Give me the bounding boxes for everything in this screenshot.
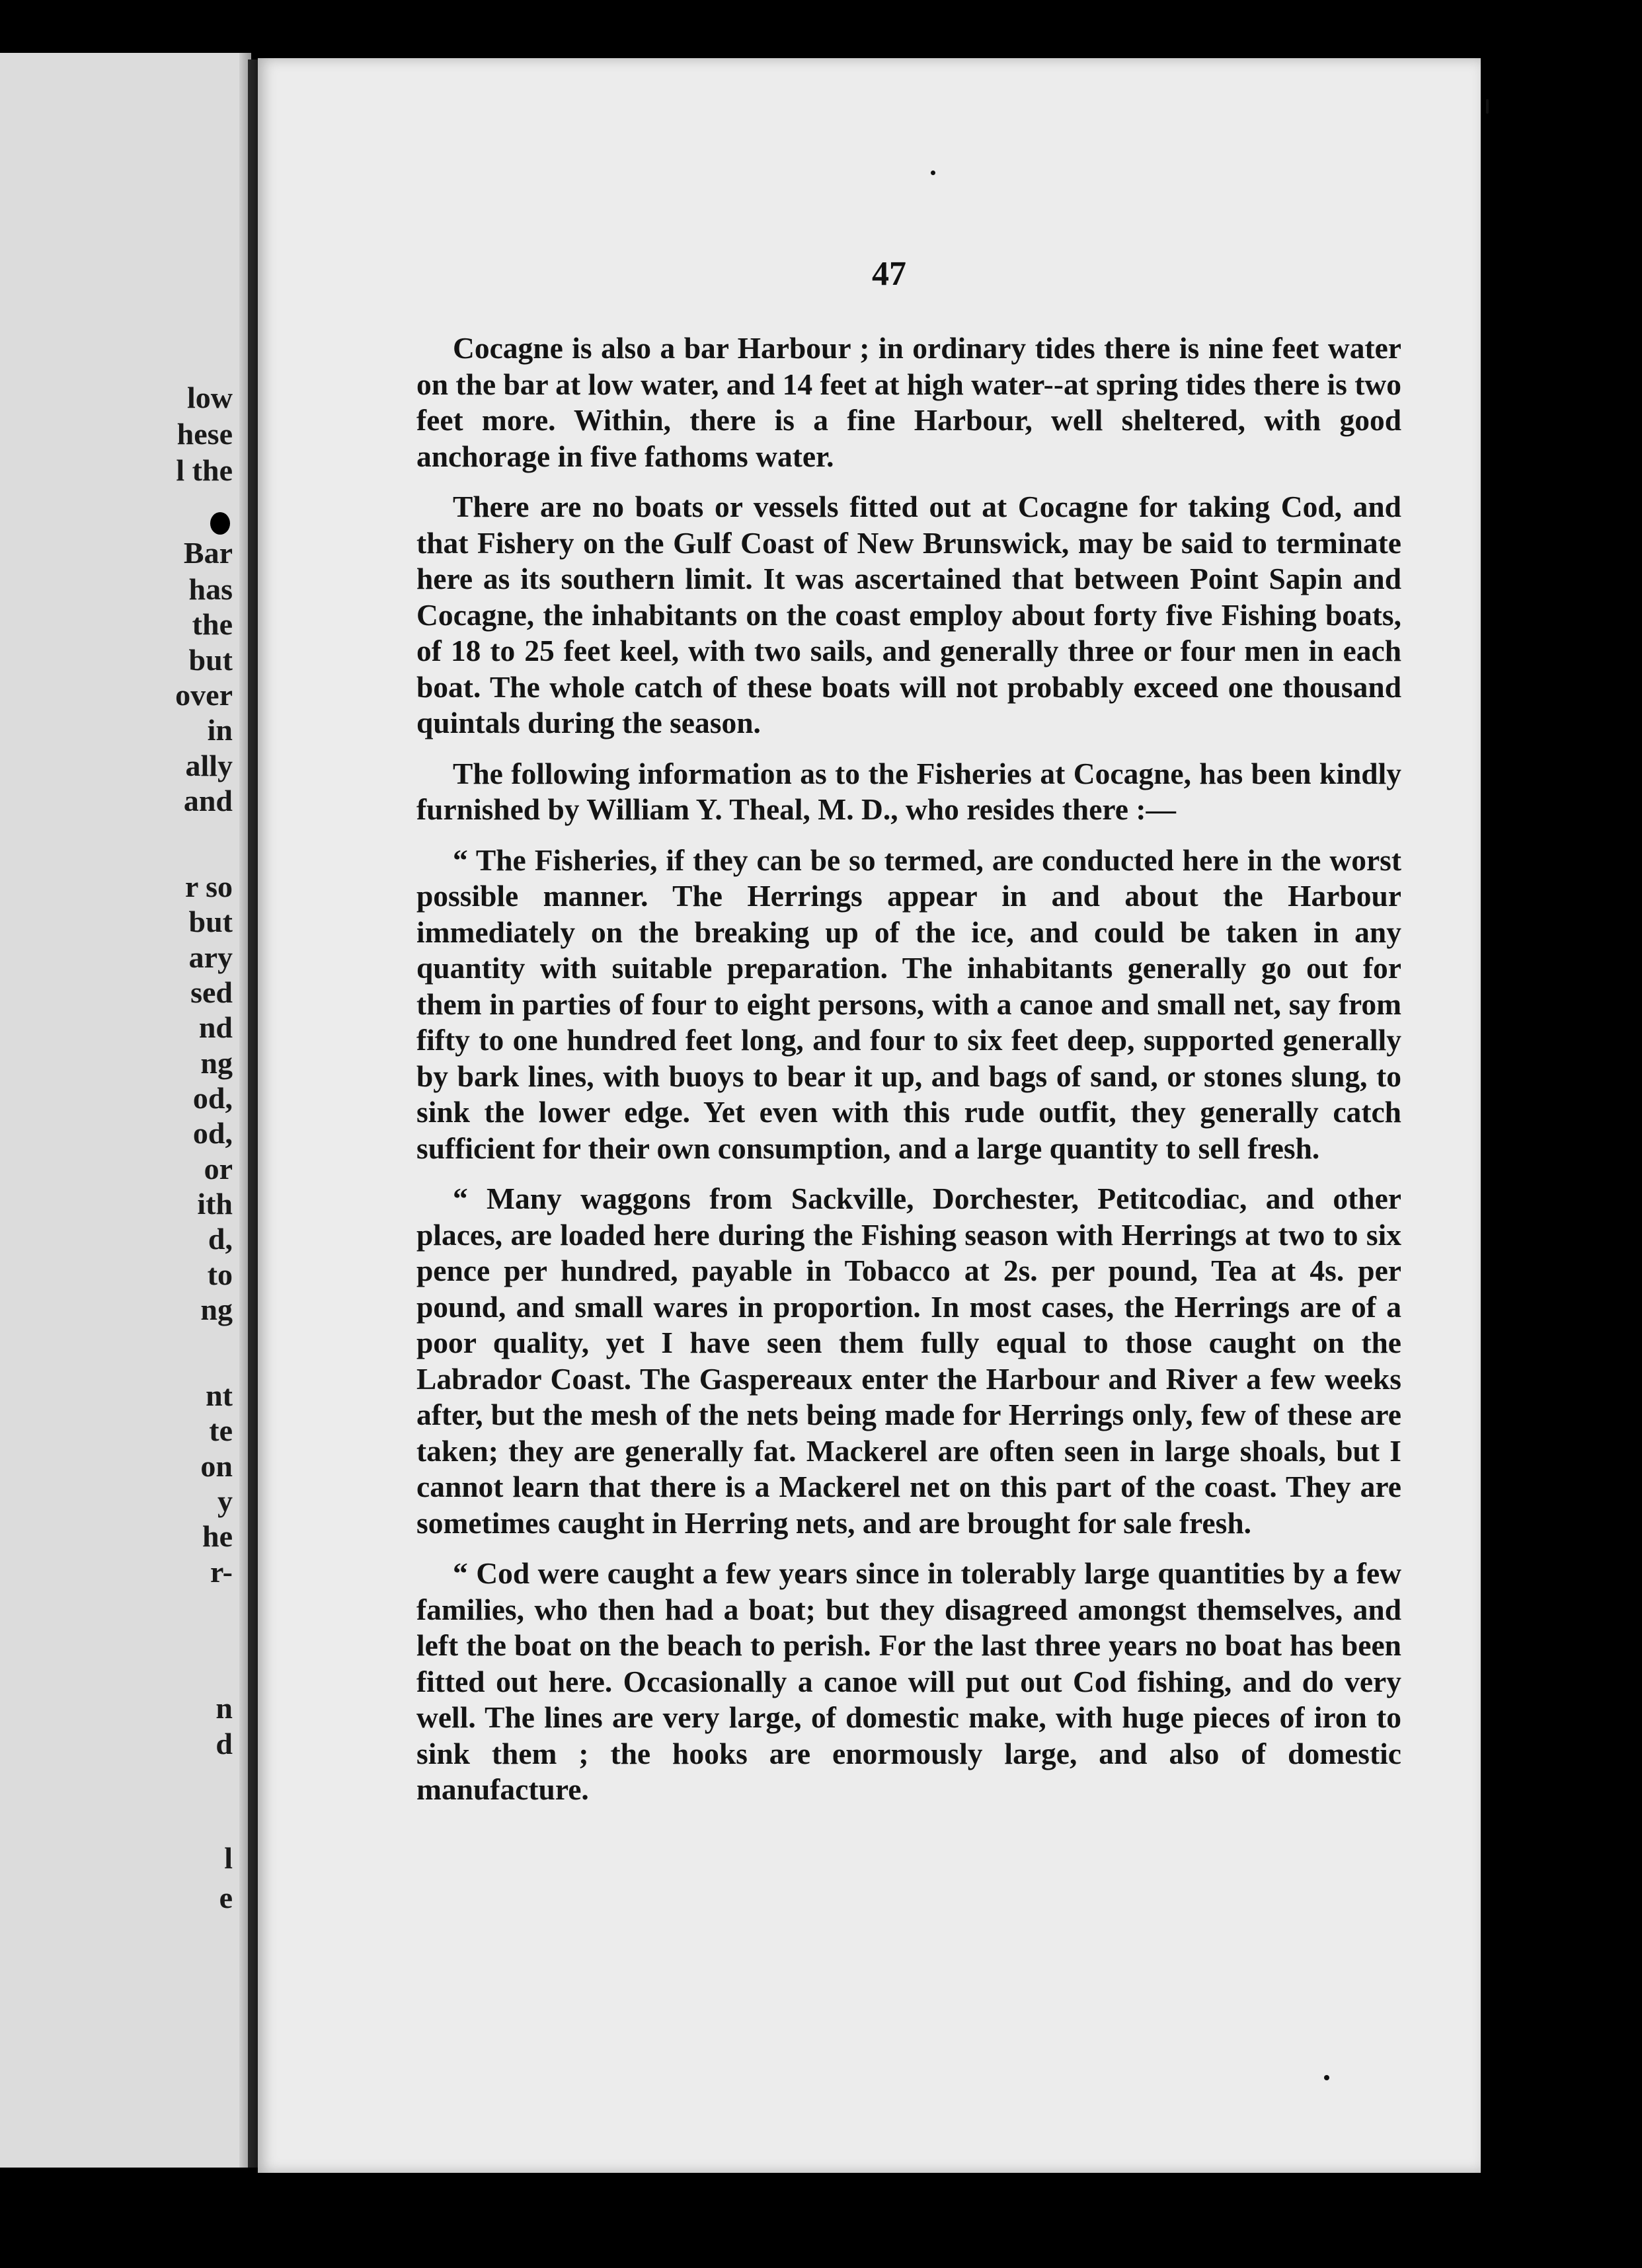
fragment-line: r-	[210, 1555, 233, 1589]
fragment-line: to	[207, 1258, 233, 1291]
fragment-line: nt	[206, 1379, 233, 1412]
paragraph: The following information as to the Fisheries at Cocagne, has been kindly furnished by William Y. Theal, M. D., who resides there :—	[416, 756, 1401, 826]
fragment-line: nd	[198, 1010, 233, 1044]
fragment-line: ng	[200, 1046, 233, 1080]
fragment-line: od,	[192, 1116, 233, 1150]
fragment-line: on	[200, 1449, 233, 1483]
fragment-line: hese	[176, 417, 233, 451]
fragment-line: e	[219, 1881, 233, 1914]
ink-speck	[1486, 99, 1489, 114]
fragment-line: r so	[185, 870, 233, 903]
fragment-line: but	[188, 643, 233, 677]
ink-speck	[931, 170, 935, 175]
ink-speck	[1324, 2075, 1329, 2080]
page-number: 47	[872, 255, 906, 293]
fragment-line: od,	[192, 1081, 233, 1115]
fragment-line: or	[204, 1152, 233, 1186]
fragment-line: but	[188, 905, 233, 938]
fragment-line: l	[224, 1841, 233, 1875]
fragment-line: has	[188, 572, 233, 606]
fragment-line: and	[183, 784, 233, 817]
fragment-line: n	[215, 1691, 233, 1725]
fragment-line: te	[209, 1414, 233, 1447]
fragment-line: ally	[185, 749, 233, 782]
fragment-line: he	[202, 1519, 233, 1553]
fragment-line: sed	[190, 975, 233, 1009]
paragraph: “ Cod were caught a few years since in tolerably large quantities by a few families, who then had a boat; but they disagreed amongst themselves, and left the boat on the beach to perish. For the last three years no boat has been fitted out here. Occasionally a canoe will put out Cod fishing, and do very well. The lines are very large, of domestic make, with huge pieces of iron to sink them ; the hooks are enormously large, and also of domestic manufacture.	[416, 1556, 1401, 1806]
facing-page-left	[0, 53, 251, 2168]
page-body	[416, 330, 1401, 1823]
paragraph: Cocagne is also a bar Harbour ; in ordinary tides there is nine feet water on the bar at low water, and 14 feet at high water--at spring tides there is two feet more. Within, there is a fine Harbour, well sheltered, with good anchorage in five fathoms water.	[416, 331, 1401, 473]
fragment-line: d,	[208, 1222, 233, 1256]
fragment-line: l the	[176, 453, 233, 487]
paragraph: “ Many waggons from Sackville, Dorchester, Petitcodiac, and other places, are loaded here during the Fishing season with Herrings at two to six pence per hundred, payable in Tobacco at 2s. per pound, Tea at 4s. per pound, and small wares in proportion. In most cases, the Herrings are of a poor quality, yet I have seen them fully equal to those caught on the Labrador Coast. The Gaspereaux enter the Harbour and River a few weeks after, but the mesh of the nets being made for Herrings only, few of these are taken; they are generally fat. Mackerel are often seen in large shoals, but I cannot learn that there is a Mackerel net on this part of the coast. They are sometimes caught in Herring nets, and are brought for sale fresh.	[416, 1182, 1401, 1540]
fragment-line: ary	[188, 940, 233, 974]
punch-hole-mark	[210, 512, 230, 535]
fragment-line: over	[175, 678, 233, 712]
fragment-line: ng	[200, 1293, 233, 1326]
fragment-line: d	[215, 1727, 233, 1760]
fragment-line: in	[207, 713, 233, 747]
paragraph: “ The Fisheries, if they can be so termed, are conducted here in the worst possible manner. The Herrings appear in and about the Harbour immediately on the breaking up of the ice, and could be taken in any quantity with suitable preparation. The inhabitants generally go out for them in parties of four to eight persons, with a canoe and small net, say from fifty to one hundred feet long, and four to six feet deep, supported generally by bark lines, with buoys to bear it up, and bags of sand, or stones slung, to sink the lower edge. Yet even with this rude outfit, they generally catch sufficient for their own consumption, and a large quantity to sell fresh.	[416, 843, 1401, 1165]
fragment-line: the	[192, 607, 233, 641]
paragraph: There are no boats or vessels fitted out at Cocagne for taking Cod, and that Fishery on the Gulf Coast of New Brunswick, may be said to terminate here as its southern limit. It was ascertained that between Point Sapin and Cocagne, the inhabitants on the coast employ about forty five Fishing boats, of 18 to 25 feet keel, with two sails, and generally three or four men in each boat. The whole catch of these boats will not probably exceed one thousand quintals during the season.	[416, 490, 1401, 739]
fragment-line: ith	[197, 1187, 233, 1221]
fragment-line: y	[217, 1484, 233, 1518]
fragment-line: low	[187, 381, 233, 414]
fragment-line: Bar	[183, 536, 233, 570]
